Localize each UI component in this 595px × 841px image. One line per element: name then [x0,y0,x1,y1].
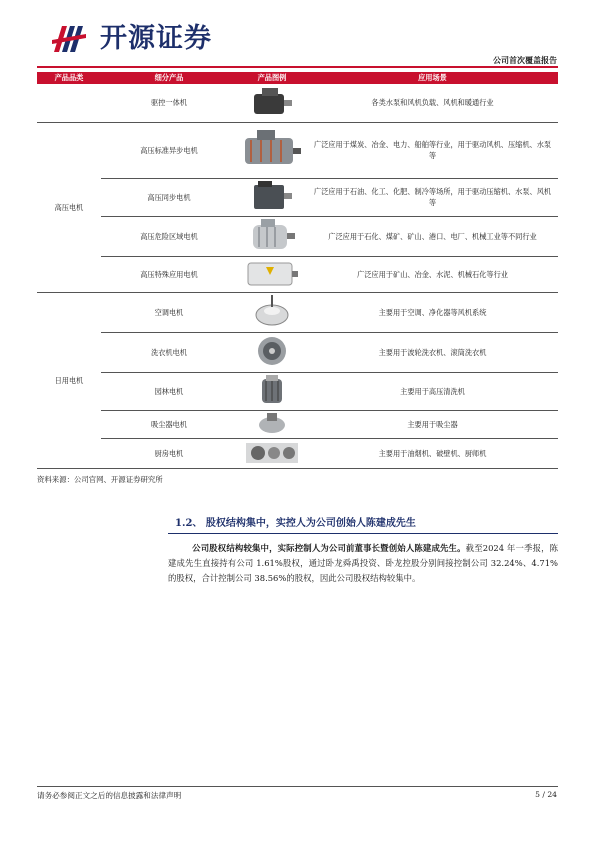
hv-async-motor-image [237,122,307,178]
application-cell: 广泛应用于矿山、冶金、水泥、机械石化等行业 [307,256,558,292]
category-cell [37,84,101,122]
application-cell: 主要用于波轮洗衣机、滚筒洗衣机 [307,332,558,372]
table-row [37,292,558,332]
product-cell: 高压同步电机 [101,178,237,216]
table-row [37,216,558,256]
product-cell: 高压标准异步电机 [101,122,237,178]
report-type: 公司首次覆盖报告 [493,55,557,65]
application-cell: 主要用于油烟机、破壁机、厨师机 [307,438,558,468]
kitchen-motor-image [237,438,307,468]
product-cell: 吸尘器电机 [101,410,237,438]
product-cell: 高压危险区域电机 [101,216,237,256]
logo-icon [50,22,94,56]
table-row [37,84,558,122]
table-row [37,410,558,438]
application-cell: 广泛应用于石油、化工、化肥、制冷等场所，用于驱动压缩机、水泵、风机等 [307,178,558,216]
garden-motor-image [237,372,307,410]
washer-motor-image [237,332,307,372]
footer-disclaimer: 请务必参阅正文之后的信息披露和法律声明 [37,791,182,800]
product-cell: 厨房电机 [101,438,237,468]
application-cell: 广泛应用于石化、煤矿、矿山、港口、电厂、机械工业等不同行业 [307,216,558,256]
table-row [37,178,558,216]
application-cell: 主要用于空调、净化器等风机系统 [307,292,558,332]
application-cell: 主要用于高压清洗机 [307,372,558,410]
hv-sync-motor-image [237,178,307,216]
table-source: 资料来源：公司官网、开源证券研究所 [37,475,163,484]
application-cell: 各类水泵和风机负载、风机和暖通行业 [307,84,558,122]
section-title: 1.2、 股权结构集中，实控人为公司创始人陈建成先生 [175,518,416,529]
table-row [37,122,558,178]
col-header-application: 应用场景 [307,72,558,84]
product-cell: 驱控一体机 [101,84,237,122]
page-number: 5 / 24 [535,790,557,799]
product-table [37,72,558,469]
product-cell: 高压特殊应用电机 [101,256,237,292]
product-cell: 空调电机 [101,292,237,332]
hv-special-motor-image [237,256,307,292]
integrated-drive-motor-image [237,84,307,122]
section-paragraph [168,541,558,586]
paragraph-lead: 公司股权结构较集中，实际控制人为公司前董事长暨创始人陈建成先生。 [192,543,466,553]
footer-rule [37,786,558,787]
ac-motor-image [237,292,307,332]
col-header-image: 产品图例 [237,72,307,84]
table-row [37,438,558,468]
application-cell: 广泛应用于煤炭、冶金、电力、船舶等行业，用于驱动风机、压缩机、水泵等 [307,122,558,178]
company-logo [50,22,212,56]
application-cell: 主要用于吸尘器 [307,410,558,438]
paragraph-body: 截至2024 年一季报，陈建成先生直接持有公司 1.61%股权，通过卧龙舜禹投资、卧龙控股分别间接控制公司 32.24%、4.71%的股权，合计控制公司 38.56%的股权，因此公司股权结构较集中。 [168,543,559,583]
col-header-category: 产品品类 [37,72,101,84]
product-cell: 洗衣机电机 [101,332,237,372]
table-header-row [37,72,558,84]
category-cell: 日用电机 [37,292,101,468]
col-header-product: 细分产品 [101,72,237,84]
header-rule [37,66,558,68]
category-cell: 高压电机 [37,122,101,292]
table-row [37,332,558,372]
section-rule [168,533,558,534]
table-row [37,256,558,292]
product-cell: 园林电机 [101,372,237,410]
logo-text: 开源证券 [100,23,212,54]
vacuum-motor-image [237,410,307,438]
table-row [37,372,558,410]
hv-hazard-motor-image [237,216,307,256]
